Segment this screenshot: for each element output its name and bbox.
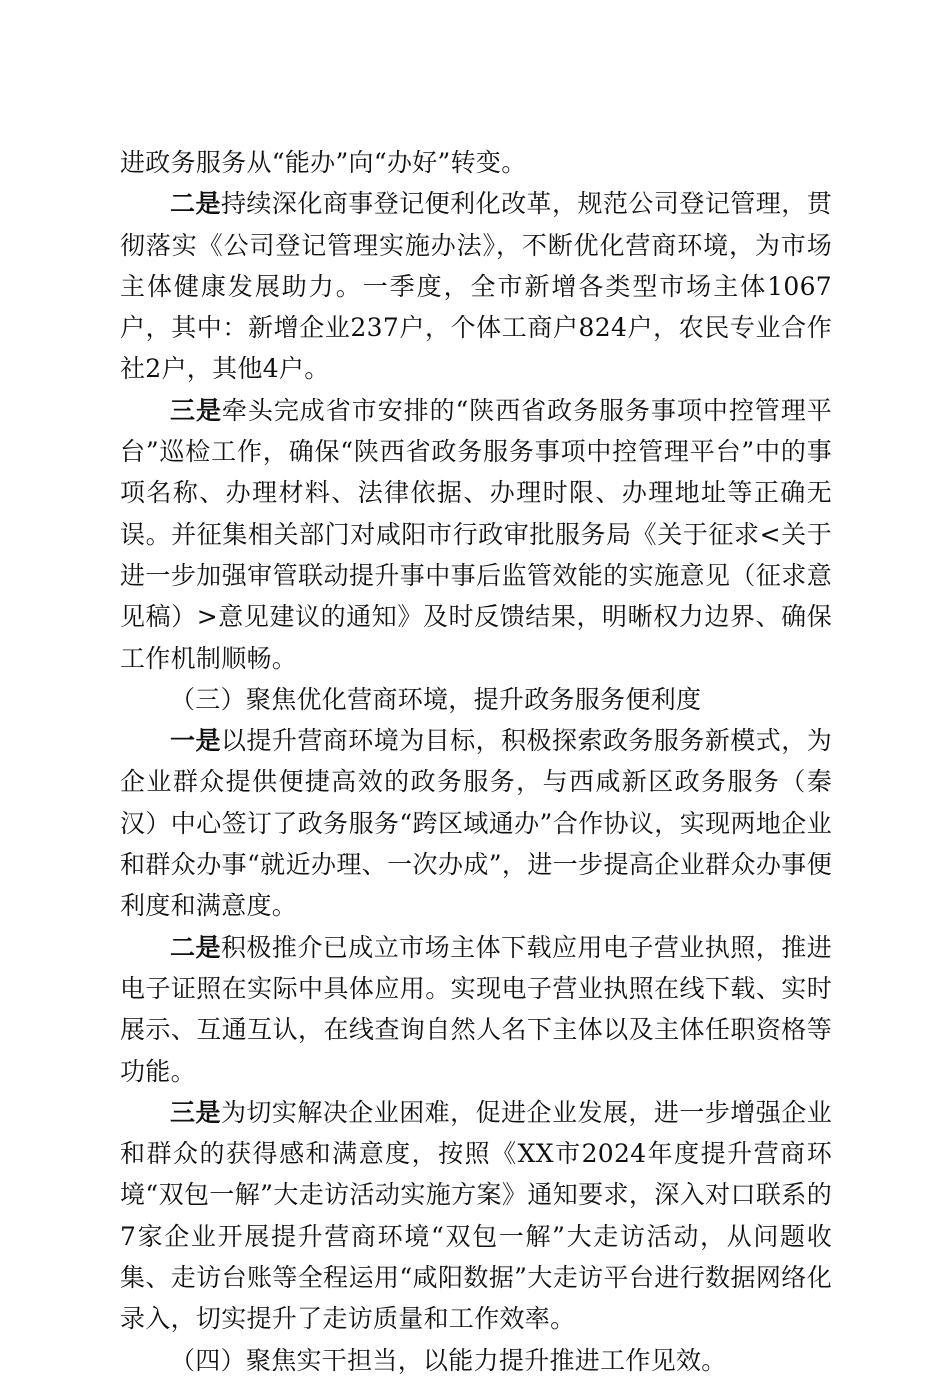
paragraph-lead: 三是: [170, 1097, 221, 1127]
paragraph-lead: 二是: [170, 189, 221, 219]
paragraph-text: 积极推介已成立市场主体下载应用电子营业执照，推进电子证照在实际中具体应用。实现电子营业执照在线下载、实时展示、互通互认，在线查询自然人名下主体以及主体任职资格等功能。: [120, 932, 832, 1086]
section-heading: （四）聚焦实干担当，以能力提升推进工作见效。: [170, 1345, 727, 1375]
paragraph-item: [120, 183, 832, 389]
paragraph-item: [120, 927, 832, 1092]
section-heading: （三）聚焦优化营商环境，提升政务服务便利度: [170, 684, 702, 714]
paragraph-text: 牵头完成省市安排的“陕西省政务服务事项中控管理平台”巡检工作，确保“陕西省政务服务事项中控管理平台”中的事项名称、办理材料、法律依据、办理时限、办理地址等正确无误。并征集相关部门对咸阳市行政审批服务局《关于征求<关于进一步加强审管联动提升事中事后监管效能的实施意见（征求意见稿）>意见建议的通知》及时反馈结果，明晰权力边界、确保工作机制顺畅。: [120, 395, 832, 673]
paragraph-item: [120, 1092, 832, 1340]
paragraph-text: 进政务服务从“能办”向“办好”转变。: [120, 148, 527, 177]
paragraph-text: 以提升营商环境为目标，积极探索政务服务新模式，为企业群众提供便捷高效的政务服务，与西咸新区政务服务（秦汉）中心签订了政务服务“跨区域通办”合作协议，实现两地企业和群众办事“就近办理、一次办成”，进一步提高企业群众办事便利度和满意度。: [120, 726, 832, 921]
paragraph-lead: 一是: [170, 726, 221, 756]
paragraph-text: 持续深化商事登记便利化改革，规范公司登记管理，贯彻落实《公司登记管理实施办法》，不断优化营商环境，为市场主体健康发展助力。一季度，全市新增各类型市场主体1067户，其中：新增企业237户，个体工商户824户，农民专业合作社2户，其他4户。: [120, 189, 832, 384]
paragraph-continuation: [120, 142, 832, 183]
document-page: [120, 142, 832, 1381]
paragraph-lead: 二是: [170, 932, 221, 962]
paragraph-item: [120, 720, 832, 926]
paragraph-item: [120, 390, 832, 679]
paragraph-lead: 三是: [170, 395, 222, 425]
paragraph-text: 为切实解决企业困难，促进企业发展，进一步增强企业和群众的获得感和满意度，按照《XX市2024年度提升营商环境“双包一解”大走访活动实施方案》通知要求，深入对口联系的7家企业开展提升营商环境“双包一解”大走访活动，从问题收集、走访台账等全程运用“咸阳数据”大走访平台进行数据网络化录入，切实提升了走访质量和工作效率。: [120, 1097, 832, 1334]
